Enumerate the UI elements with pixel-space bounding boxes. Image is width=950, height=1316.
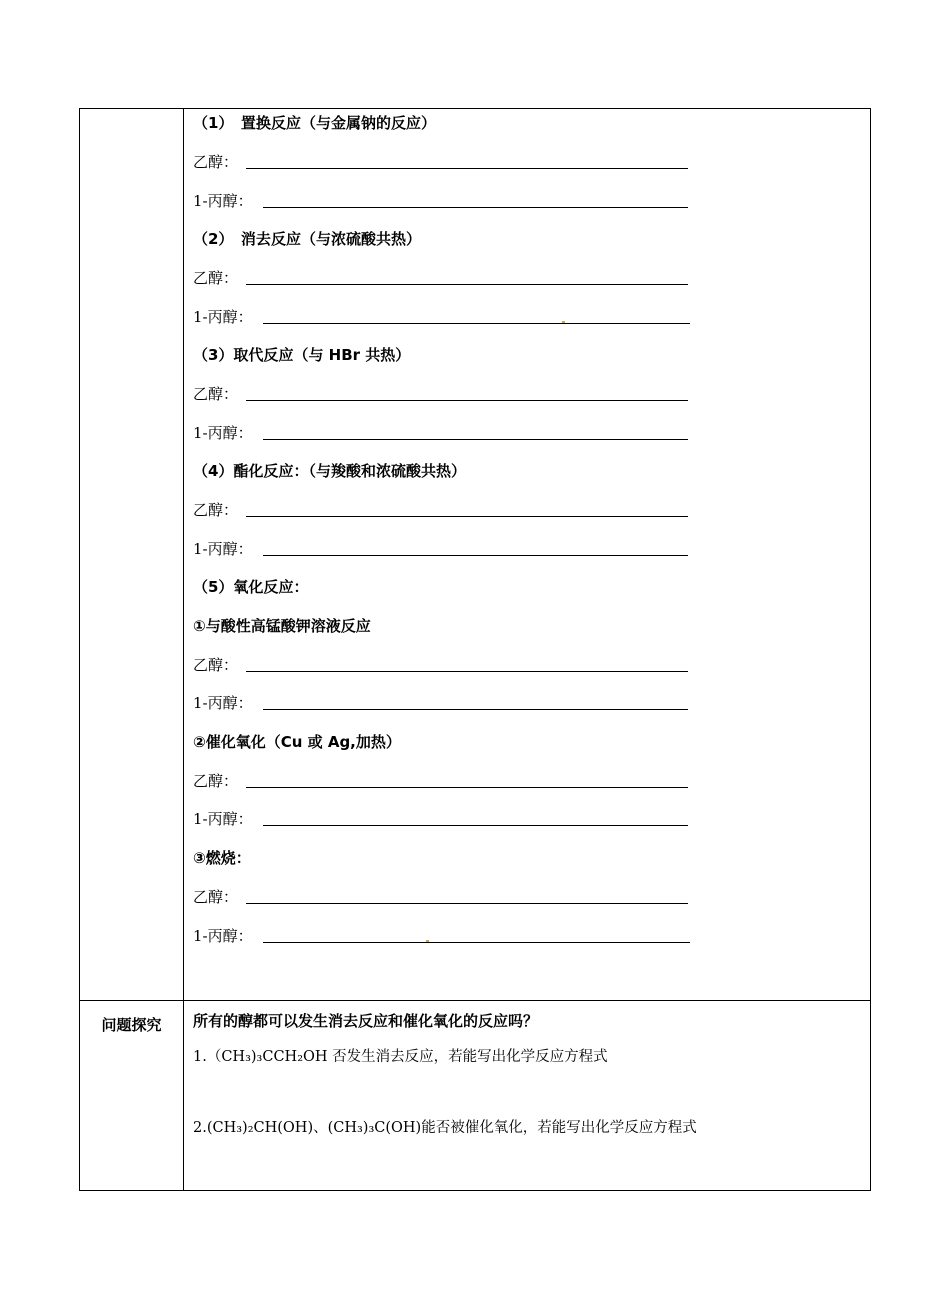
section-heading-4: （4）酯化反应：（与羧酸和浓硫酸共热） (193, 462, 466, 480)
answer-blank[interactable] (246, 516, 688, 517)
section-heading-1: （1） 置换反应（与金属钠的反应） (193, 114, 436, 132)
inquiry-label: 问题探究 (101, 1016, 162, 1034)
answer-blank[interactable] (246, 284, 688, 285)
line-label: 1-丙醇： (193, 192, 253, 210)
worksheet-table (79, 108, 871, 1191)
answer-blank[interactable] (246, 787, 688, 788)
line-label: 乙醇： (193, 772, 239, 790)
line-label: 乙醇： (193, 269, 239, 287)
line-label: 1-丙醇： (193, 308, 253, 326)
line-label: 乙醇： (193, 888, 239, 906)
answer-blank[interactable] (263, 942, 690, 943)
inquiry-item-2: 2.(CH₃)₂CH(OH)、(CH₃)₃C(OH)能否被催化氧化，若能写出化学反应方程式 (193, 1120, 697, 1136)
answer-blank[interactable] (263, 207, 688, 208)
inquiry-question: 所有的醇都可以发生消去反应和催化氧化的反应吗？ (193, 1012, 539, 1030)
answer-blank[interactable] (246, 168, 688, 169)
column-divider (183, 109, 184, 1190)
answer-blank[interactable] (263, 825, 688, 826)
answer-blank[interactable] (246, 400, 688, 401)
subsection-heading-2: ②催化氧化（Cu 或 Ag,加热） (193, 733, 401, 751)
line-label: 1-丙醇： (193, 810, 253, 828)
answer-blank[interactable] (263, 439, 688, 440)
line-label: 乙醇： (193, 385, 239, 403)
answer-blank[interactable] (263, 323, 690, 324)
answer-blank[interactable] (263, 709, 688, 710)
line-label: 1-丙醇： (193, 694, 253, 712)
inquiry-item-1: 1.（CH₃)₃CCH₂OH 否发生消去反应，若能写出化学反应方程式 (193, 1049, 608, 1065)
line-label: 乙醇： (193, 656, 239, 674)
line-label: 1-丙醇： (193, 927, 253, 945)
speck (562, 321, 565, 323)
answer-blank[interactable] (263, 555, 688, 556)
section-heading-2: （2） 消去反应（与浓硫酸共热） (193, 230, 421, 248)
line-label: 1-丙醇： (193, 424, 253, 442)
section-heading-5: （5）氧化反应： (193, 578, 309, 596)
row-divider (80, 1000, 870, 1001)
section-heading-3: （3）取代反应（与 HBr 共热） (193, 346, 411, 364)
line-label: 乙醇： (193, 501, 239, 519)
subsection-heading-1: ①与酸性高锰酸钾溶液反应 (193, 617, 371, 635)
line-label: 乙醇： (193, 153, 239, 171)
subsection-heading-3: ③燃烧： (193, 849, 251, 867)
line-label: 1-丙醇： (193, 540, 253, 558)
answer-blank[interactable] (246, 671, 688, 672)
answer-blank[interactable] (246, 903, 688, 904)
speck (426, 940, 429, 942)
